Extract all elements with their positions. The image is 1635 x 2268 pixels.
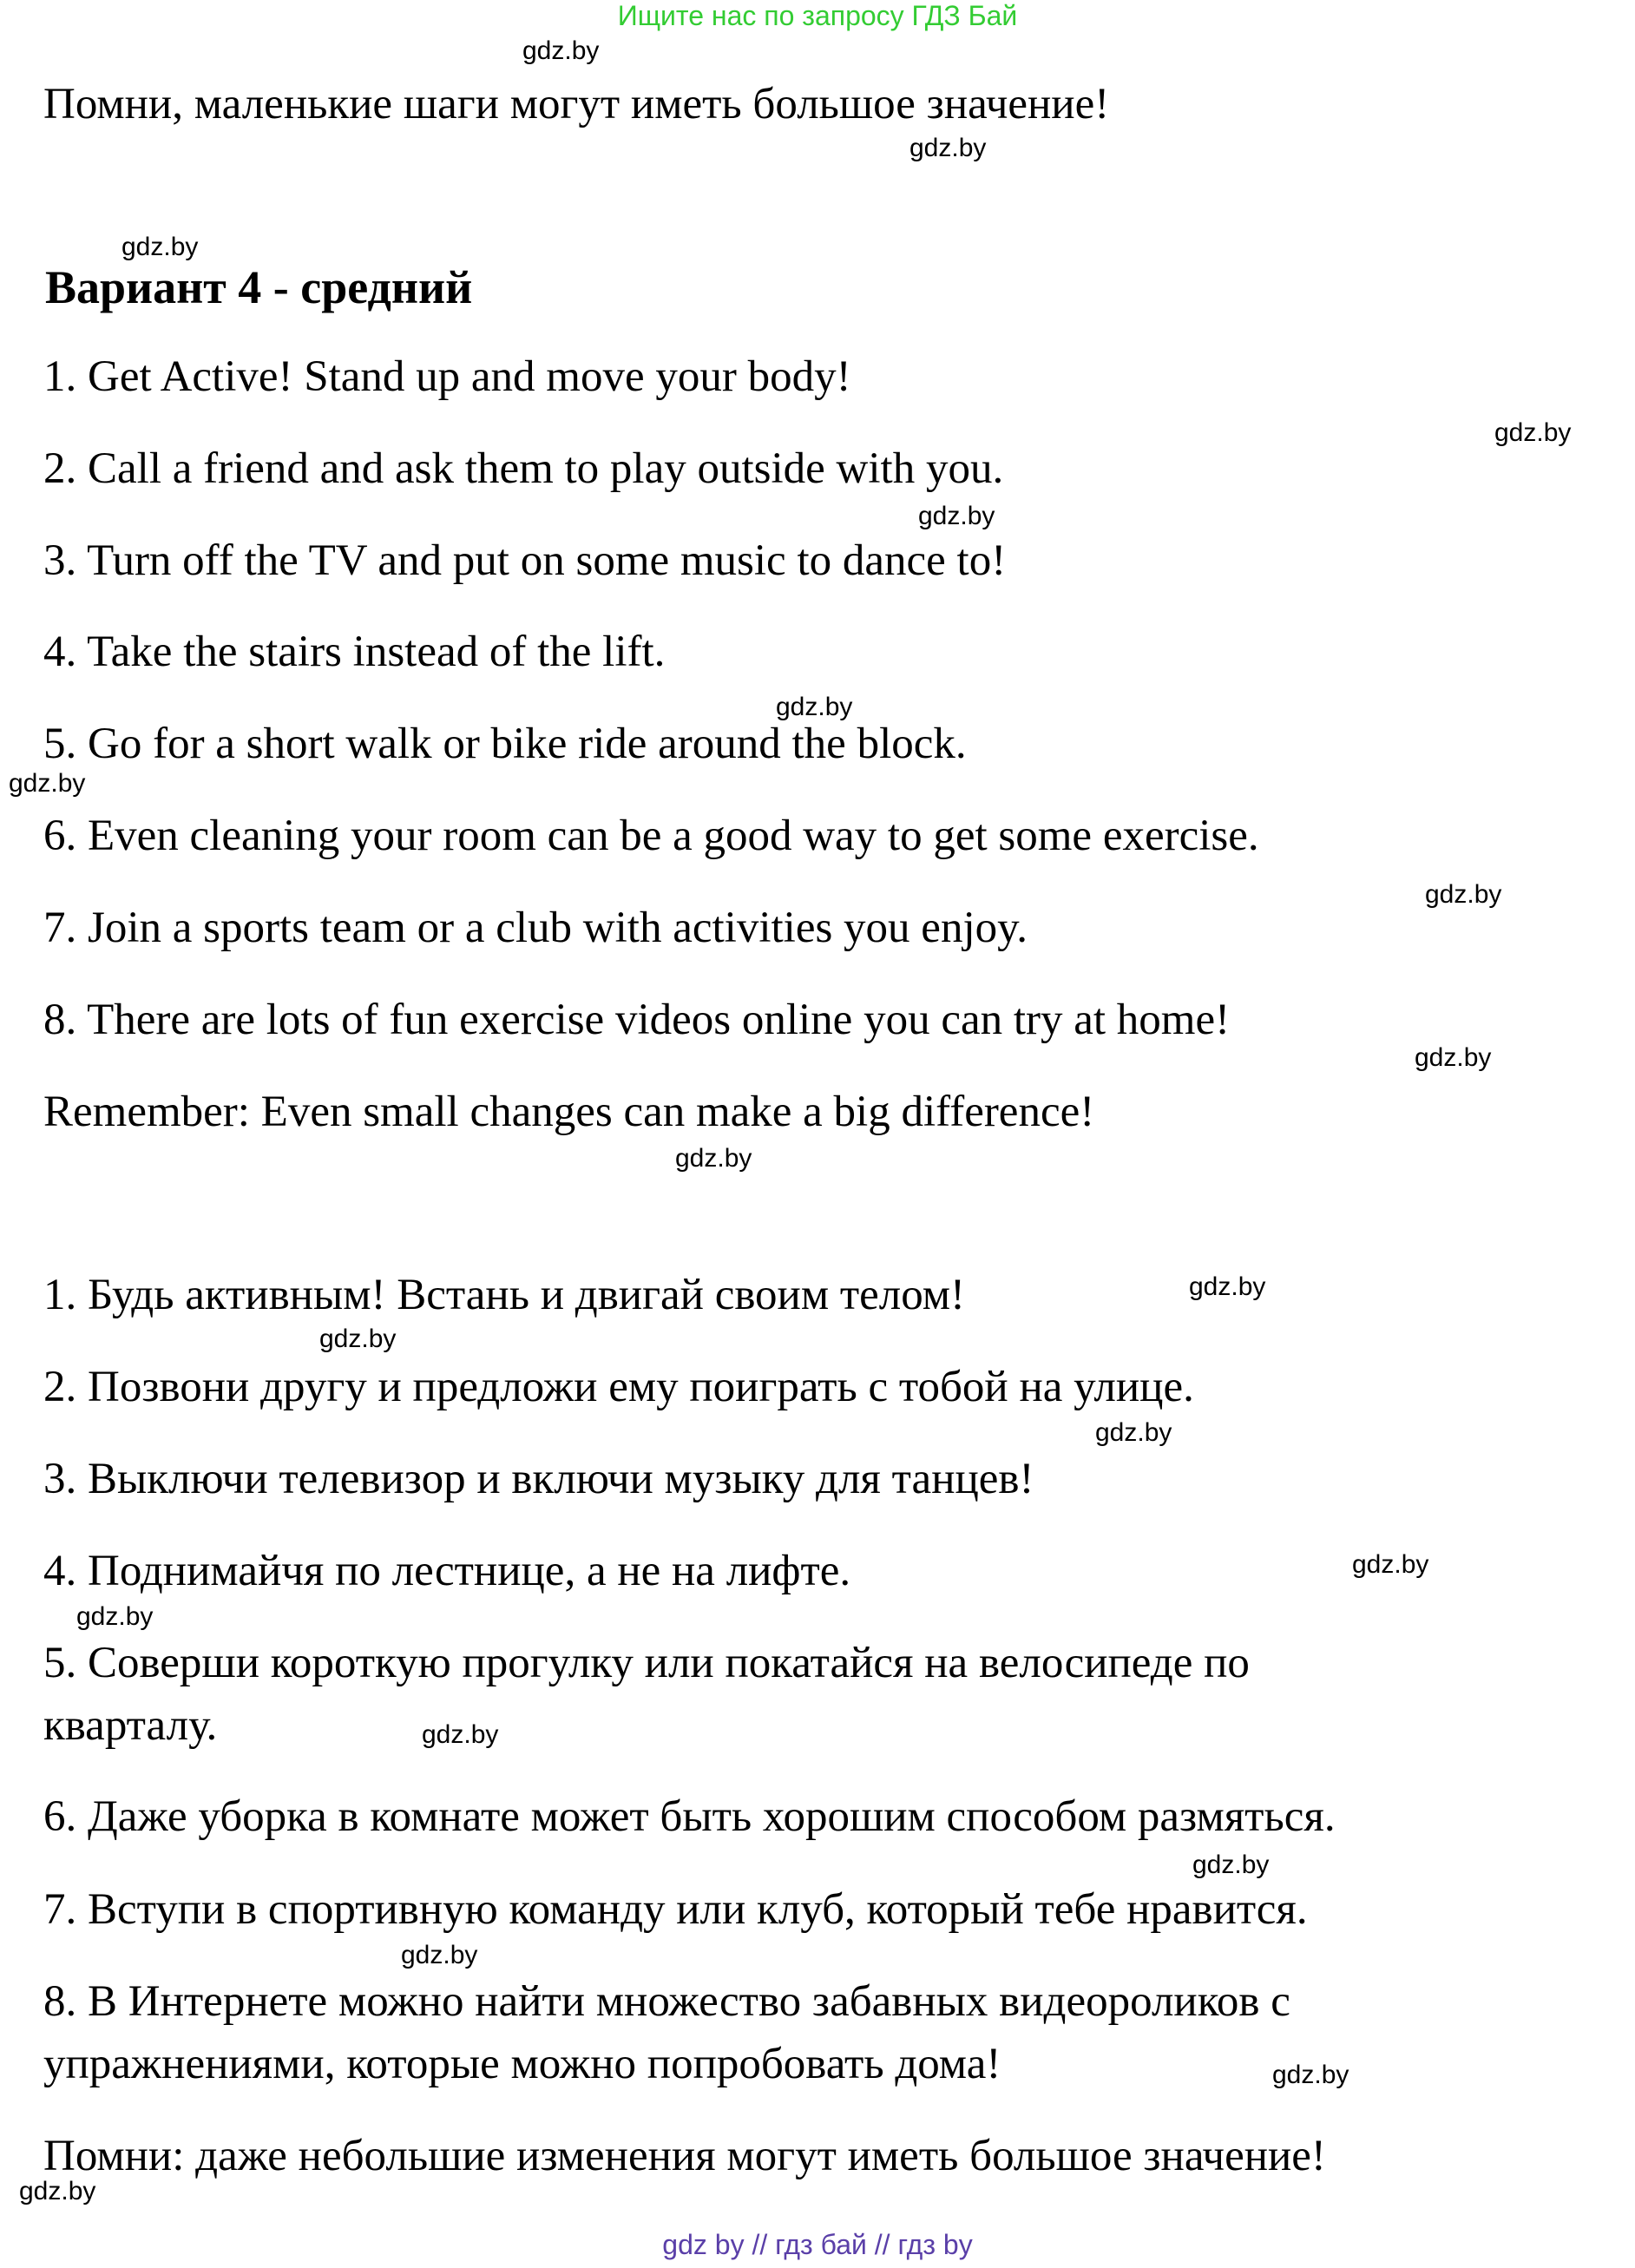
watermark: gdz.by <box>1095 1418 1172 1447</box>
russian-item-8: 8. В Интернете можно найти множество забавных видеороликов с <box>43 1977 1290 2026</box>
russian-item-8-cont: упражнениями, которые можно попробовать дома! <box>43 2040 1001 2088</box>
english-item-3: 3. Turn off the TV and put on some music to dance to! <box>43 536 1007 585</box>
watermark: gdz.by <box>422 1720 499 1749</box>
english-item-7: 7. Join a sports team or a club with activities you enjoy. <box>43 904 1028 952</box>
watermark: gdz.by <box>522 36 600 65</box>
russian-item-2: 2. Позвони другу и предложи ему поиграть с тобой на улице. <box>43 1363 1194 1411</box>
russian-item-1: 1. Будь активным! Встань и двигай своим телом! <box>43 1271 966 1319</box>
watermark: gdz.by <box>918 502 995 530</box>
variant-heading: Вариант 4 - средний <box>45 261 473 313</box>
watermark: gdz.by <box>1192 1851 1270 1879</box>
russian-item-3: 3. Выключи телевизор и включи музыку для танцев! <box>43 1455 1034 1503</box>
watermark: gdz.by <box>675 1144 752 1173</box>
english-item-8: 8. There are lots of fun exercise videos online you can try at home! <box>43 996 1231 1044</box>
russian-item-5-cont: кварталу. <box>43 1701 218 1750</box>
watermark: gdz.by <box>909 134 987 162</box>
watermark: gdz.by <box>1272 2061 1349 2089</box>
russian-item-7: 7. Вступи в спортивную команду или клуб, который тебе нравится. <box>43 1885 1308 1934</box>
english-item-2: 2. Call a friend and ask them to play outside with you. <box>43 444 1004 493</box>
watermark: gdz.by <box>401 1941 478 1969</box>
watermark: gdz.by <box>1494 418 1572 447</box>
watermark: gdz.by <box>121 233 199 261</box>
watermark: gdz.by <box>19 2177 96 2206</box>
watermark: gdz.by <box>1189 1272 1266 1301</box>
russian-remember: Помни: даже небольшие изменения могут иметь большое значение! <box>43 2132 1326 2180</box>
russian-item-6: 6. Даже уборка в комнате может быть хорошим способом размяться. <box>43 1792 1336 1841</box>
russian-item-5: 5. Соверши короткую прогулку или покатайся на велосипеде по <box>43 1639 1250 1687</box>
english-item-6: 6. Even cleaning your room can be a good way to get some exercise. <box>43 812 1259 860</box>
watermark: gdz.by <box>1425 880 1502 909</box>
english-remember: Remember: Even small changes can make a big difference! <box>43 1088 1095 1136</box>
watermark: gdz.by <box>1415 1043 1492 1072</box>
english-item-1: 1. Get Active! Stand up and move your body! <box>43 352 851 401</box>
top-banner: Ищите нас по запросу ГДЗ Бай <box>617 0 1018 31</box>
english-item-5: 5. Go for a short walk or bike ride around the block. <box>43 720 967 768</box>
footer-links: gdz by // гдз бай // гдз by <box>662 2229 973 2260</box>
intro-line: Помни, маленькие шаги могут иметь большое значение! <box>43 80 1110 128</box>
watermark: gdz.by <box>9 769 86 798</box>
watermark: gdz.by <box>776 693 853 721</box>
watermark: gdz.by <box>1352 1550 1429 1579</box>
watermark: gdz.by <box>319 1325 397 1353</box>
russian-item-4: 4. Поднимайчя по лестнице, а не на лифте. <box>43 1547 851 1595</box>
watermark: gdz.by <box>76 1602 154 1631</box>
english-item-4: 4. Take the stairs instead of the lift. <box>43 628 666 676</box>
